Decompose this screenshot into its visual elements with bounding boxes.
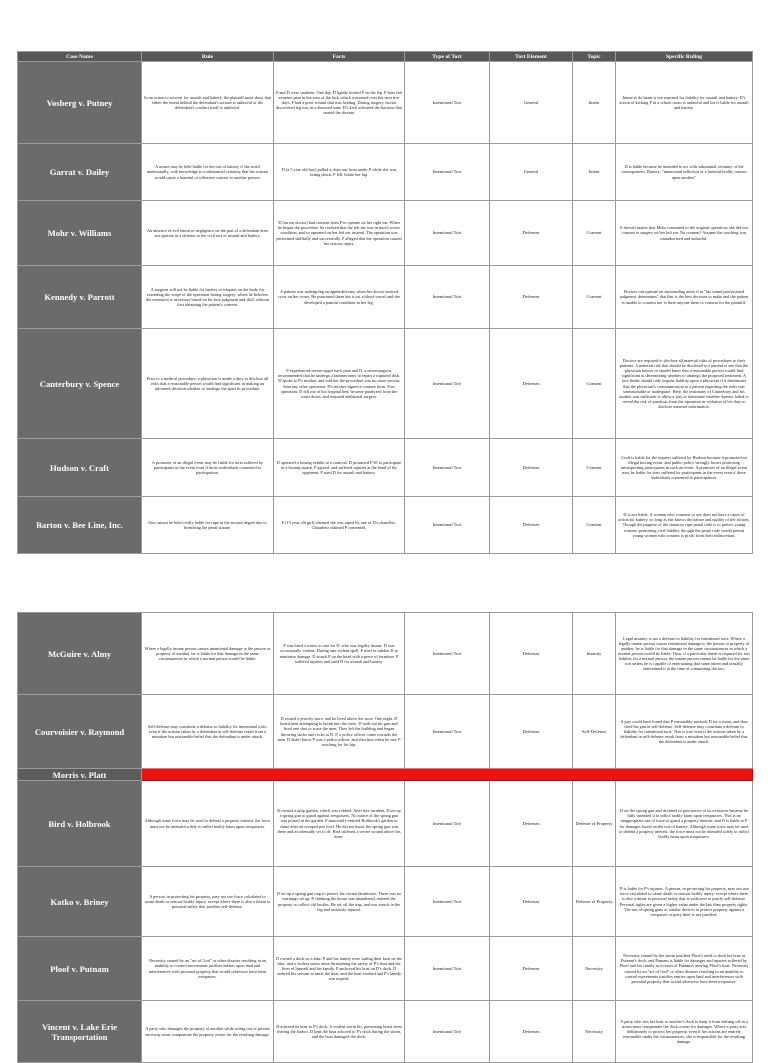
- header-type-of-tort: Type of Tort: [405, 52, 490, 62]
- topic-cell: Consent: [573, 439, 616, 497]
- type-cell: Intentional Tort: [405, 201, 490, 266]
- topic-cell: Self-Defense: [573, 695, 616, 769]
- case-name: Canterbury v. Spence: [18, 329, 142, 439]
- facts-cell: P experienced severe upper back pain and D, a neurosurgeon, recommended that he undergo a laminectomy to repair a ruptured disk. D spoke to P's mother, and told her the procedure was no more serious than any other operation. D's mother signed a consent form. Post operation, D fell out of his hospital bed, became paralyzed from the waist down, and required additional surgery.: [274, 329, 405, 439]
- rule-cell: Prior to a medical procedure, a physician is under a duty to disclose all risks that a reasonable person would find significant in making an informed decision whether to undergo the specific procedure.: [142, 329, 274, 439]
- rule-cell: One cannot be held civilly liable for rape in the second degree due to breaching the penal statute.: [142, 497, 274, 554]
- table-row: [18, 867, 753, 937]
- element-cell: Defenses: [490, 1001, 573, 1063]
- type-cell: Intentional Tort: [405, 62, 490, 144]
- header-topic: Topic: [573, 52, 616, 62]
- case-name: Katko v. Briney: [18, 867, 142, 937]
- type-cell: Intentional Tort: [405, 613, 490, 695]
- element-cell: Defenses: [490, 781, 573, 867]
- header-case-name: Case Name: [18, 52, 142, 62]
- type-cell: Intentional Tort: [405, 937, 490, 1001]
- topic-cell: Consent: [573, 329, 616, 439]
- element-cell: Defenses: [490, 329, 573, 439]
- case-name: Vincent v. Lake Erie Transportation: [18, 1001, 142, 1063]
- case-name: Courvoisier v. Raymond: [18, 695, 142, 769]
- ruling-cell: D is liable because he intended to act with substantial certainty of the consequences. Battery: "intentional infliction of a harmful bodily contact upon another": [616, 144, 753, 201]
- topic-cell: Necessity: [573, 937, 616, 1001]
- facts-cell: P (15 year old girl) claimed she was raped by one of D's chauffers. Chauffeur claimed P consented.: [274, 497, 405, 554]
- rule-cell: A party who damages the property of another while acting out of private necessity must compensate the property owner for the resulting damage.: [142, 1001, 274, 1063]
- type-cell: Intentional Tort: [405, 144, 490, 201]
- case-name: Ploof v. Putnam: [18, 937, 142, 1001]
- header-rule: Rule: [142, 52, 274, 62]
- case-name: Garrat v. Dailey: [18, 144, 142, 201]
- rule-cell: Where a legally insane person causes intentional damage to the person or property of another, he is liable for that damage in the same circumstances in which a normal person would be liable.: [142, 613, 274, 695]
- header-tort-element: Tort Element: [490, 52, 573, 62]
- rule-cell: Although some force may be used to defend a property interest, the force must not be intended solely to inflict bodily harm upon trespassers.: [142, 781, 274, 867]
- type-cell: Intentional Tort: [405, 867, 490, 937]
- header-specific-ruling: Specific Ruling: [616, 52, 753, 62]
- table-row: [18, 613, 753, 695]
- case-brief-table-2: [17, 612, 753, 1063]
- ruling-cell: Doctors are required to disclose all material risks of procedures to their patients. A material risk that should be disclosed to a patient is one that the physician knows or should know that a reasonable person would find significant in determining whether to undergo the proposed treatment. A fact-finder should only impose liability upon a physician if it determines that the physician's communication to a patient regarding the risks was unreasonable or inadequate. Here, the testimony of Canterbury and his mother was sufficient to allow a jury to determine whether Spence failed to reveal the risk of paralysis from the operation in violation of his duty to disclose material information.: [616, 329, 753, 439]
- facts-cell: P and D were students. One day, D lightly kicked P on the leg. P later felt extreme pain in the area of the kick which worsened over the next few days. P had a prior wound that was healing. During surgery, doctor discovered leg was in a diseased state. D's kick activated the bacteria that caused the disease.: [274, 62, 405, 144]
- type-cell: Intentional Tort: [405, 439, 490, 497]
- topic-cell: Consent: [573, 266, 616, 329]
- element-cell: General: [490, 144, 573, 201]
- table-row: [18, 781, 753, 867]
- table-row: [18, 329, 753, 439]
- rule-cell: In an action to recover for assault and battery, the plaintiff must show that either the intent behind the defendant's actions is unlawful or the defendant's conduct itself is unlawful.: [142, 62, 274, 144]
- element-cell: Defenses: [490, 937, 573, 1001]
- ruling-cell: Doctors can operate on surrounding areas if in "his sound professional judgment, determines" that that is the best decision to make and the patient is unable to consent nor is there anyone there to consent for the plaintiff.: [616, 266, 753, 329]
- rule-cell: A person, in protecting his property, may not use force calculated to cause death or serious bodily injury, except where there is also a threat to personal safety that justifies self-defense.: [142, 867, 274, 937]
- rule-cell: Self-defense may constitute a defense to liability for intentional torts, even if the actions taken by a defendant in self-defense result from a mistaken but reasonable belief that the defendant is under attack.: [142, 695, 274, 769]
- facts-cell: P was hired a nurse to care for D, who was legally insane. D was occasionally violent. During one violent spell, P tried to subdue D to minimize damage. D struck P on the head with a piece of furniture. P suffered injuries and sued D for assault and battery.: [274, 613, 405, 695]
- rule-cell: A promoter of an illegal event may be liable for torts suffered by participants in the event even if those individuals consented to participation.: [142, 439, 274, 497]
- table-row: [18, 62, 753, 144]
- topic-cell: Consent: [573, 497, 616, 554]
- highlight-bar: [142, 769, 753, 781]
- table-row: [18, 266, 753, 329]
- case-brief-table-1: [17, 51, 753, 554]
- header-facts: Facts: [274, 52, 405, 62]
- type-cell: Intentional Tort: [405, 695, 490, 769]
- case-name: Kennedy v. Parrott: [18, 266, 142, 329]
- ruling-cell: Necessity caused by the storm justified Ploof's need to dock his boat at Putnam's dock, and Putnam is liable for damages and injuries suffered by Ploof and his family as a result of Putnam's untying Ploof's boat. Necessity caused by an "act of God" or other disaster resulting in an inability to control movements justifies entries upon land and interferences with personal property that would otherwise have been trespasses.: [616, 937, 753, 1001]
- facts-cell: D owned a jewelry store, and he lived above the store. One night, D heard men attempting to break into the store. D took out his gun and fired one shot to scare the men. They left the building and began throwing sticks and rocks at D. P, a police officer, came towards the man. D didn't know P was a police officer, and shot him when he saw P reaching for his hip.: [274, 695, 405, 769]
- case-name: Barton v. Bee Line, Inc.: [18, 497, 142, 554]
- topic-cell: Insanity: [573, 613, 616, 695]
- case-name: Hudson v. Craft: [18, 439, 142, 497]
- facts-cell: D set up a spring gun trap to protect his vacant farmhouse. There was no warnings set up. P, thinking the house was abandoned, entered the property to collect old bottles. He set off the trap, and was struck in the leg and seriously injured.: [274, 867, 405, 937]
- facts-cell: D (a 5 year old boy) pulled a chair out from under P while she was sitting down. P fell, broke her hip.: [274, 144, 405, 201]
- case-name: Mohr v. Williams: [18, 201, 142, 266]
- facts-cell: D achored its boat to P's dock. A violent storm hit, preventing boats from leaving the harbor. D kept the boat achored to P's dock during the storm, and the boat damaged the dock.: [274, 1001, 405, 1063]
- facts-cell: D owned a dock on a lake. P and his family were sailing their boat on the lake, and a violent storm arose threatening the safety of P's boat and the lives of himself and his family. P anchored his boat on D's dock. D ordered his servant to untie the boat, and the boat crashed and P's family was injured.: [274, 937, 405, 1001]
- case-name: Bird v. Holbrook: [18, 781, 142, 867]
- ruling-cell: It doesn't matter that Mohr consented to the original operation; she did not consent to surgery on her left ear. No consent? Assume the touching was unauthorized and unlawful.: [616, 201, 753, 266]
- topic-cell: Necessity: [573, 1001, 616, 1063]
- type-cell: Intentional Tort: [405, 266, 490, 329]
- table-row: [18, 144, 753, 201]
- case-name: Morris v. Platt: [18, 769, 142, 781]
- rule-cell: A surgeon will not be liable for battery or trespass on the body for extending the scope of the operation during surgery, where he believes the extension is necessary based on his best judgment and skill, without first obtaining the patient's consent.: [142, 266, 274, 329]
- element-cell: Defenses: [490, 613, 573, 695]
- table-row: [18, 1001, 753, 1063]
- table-row: [18, 497, 753, 554]
- ruling-cell: Legal insanity is not a defense to liability for intentional torts. Where a legally insane person causes intentional damage to the person or property of another, he is liable for that damage in the same circumstances in which a normal person would be liable. Thus, if a particular intent is required for tort liability for a normal person, the insane person cannot be liable for the same tort unless he is capable of entertaining that same intent and actually entertained it at the time of committing the tort.: [616, 613, 753, 695]
- element-cell: Defenses: [490, 439, 573, 497]
- ruling-cell: A jury could have found that P reasonably mistook D for a rioter, and thus fired his gun in self-defense. Self-defense may constitute a defense to liability for intentional torts. This is true even if the actions taken by a defendant in self-defense result from a mistaken but reasonable belief that the defendant is under attack.: [616, 695, 753, 769]
- element-cell: Defenses: [490, 497, 573, 554]
- topic-cell: Consent: [573, 201, 616, 266]
- ruling-cell: D is liable for P's injuries. A person, in protecting his property, may not use force calculated to cause death or serious bodily injury, except where there is also a threat to personal safety that is sufficient to justify self-defense. Personal rights are given a higher value under the law than property rights. The use of spring guns or similar devices to protect property against a trespasser or petty thief is not justified.: [616, 867, 753, 937]
- type-cell: Intentional Tort: [405, 781, 490, 867]
- topic-cell: Intent: [573, 62, 616, 144]
- type-cell: Intentional Tort: [405, 329, 490, 439]
- topic-cell: Defense of Property: [573, 867, 616, 937]
- rule-cell: An absence of evil intent or negligence on the part of a defendant does not operate as a defense to the civil tort of assault and battery.: [142, 201, 274, 266]
- facts-cell: D (an ear doctor) had consent from P to operate on her right ear. When he began the procedure, he realized that the left ear was in much worse condition, and so operated on her left ear instead. The operation was performed skillfully and successfully. P alleged that the operation caused her serious injury.: [274, 201, 405, 266]
- element-cell: Defenses: [490, 201, 573, 266]
- table-row-highlighted: [18, 769, 753, 781]
- table-row: [18, 695, 753, 769]
- ruling-cell: D is not liable. A woman who consents to sex does not have a cause of action for battery, so long as she knows the nature and quality of her actions. Though the purpose of the statutory rape penal code is to protect young women, permitting civil liability through the penal code would permit young women who consent to profit from their indiscretion.: [616, 497, 753, 554]
- table-row: [18, 201, 753, 266]
- facts-cell: D owned a tulip garden, which was robbed. After this incident, D set up a spring gun to guard against trespassers. No notice of the spring gun was posted in the garden. P innocently entered Holbrook's garden to chase after an escaped pea fowl. He did not know the spring gun was there and accidentally set it off. Bird suffered a severe wound above his knee.: [274, 781, 405, 867]
- topic-cell: Defense of Property: [573, 781, 616, 867]
- topic-cell: Intent: [573, 144, 616, 201]
- table-row: [18, 937, 753, 1001]
- table-row: [18, 439, 753, 497]
- ruling-cell: Intent to do harm is not required for liability for assault and battery. D's action of kicking P in a school room is unlawful and his is liable for assault and battery.: [616, 62, 753, 144]
- case-name: McGuire v. Almy: [18, 613, 142, 695]
- ruling-cell: D set the spring gun and declined to post notice of its existence because he fully intended it to inflict bodily harm upon trespassers. This is an inappropriate use of force to guard a property interest, and D is liable to P for damages based on the tort of battery. Although some force may be used to defend a property interest, the force must not be intended solely to inflict bodily harm upon trespassers.: [616, 781, 753, 867]
- rule-cell: Necessity caused by an "act of God" or other disaster resulting in an inability to control movements justifies entries upon land and interferences with personal property that would otherwise have been trespasses.: [142, 937, 274, 1001]
- element-cell: Defenses: [490, 867, 573, 937]
- ruling-cell: A party who ties her boat to another's dock to keep it from drifting off in a storm must compensate the dock owner for damages. Where a party acts deliberately to protect her property, even if her actions are entirely reasonable under the circumstances, she is responsible for the resulting damage.: [616, 1001, 753, 1063]
- table-header-row: [18, 52, 753, 62]
- type-cell: Intentional Tort: [405, 497, 490, 554]
- rule-cell: A minor may be held liable for the tort of battery if she acted intentionally, with knowledge to a substantial certainty that her actions would cause a harmful or offensive contact to another person.: [142, 144, 274, 201]
- element-cell: Defenses: [490, 695, 573, 769]
- facts-cell: A patient was undergoing an appendectomy when her doctor noticed cysts on her ovary. He punctured them but it cut a blood vessel and she developed a painful condition in her leg.: [274, 266, 405, 329]
- facts-cell: D operated a boxing exhibit at a carnival. D promised P $5 to participate in a boxing match. P agreed, and suffered injuries at the hand of his opponent. P sued D for assault and battery.: [274, 439, 405, 497]
- element-cell: General: [490, 62, 573, 144]
- ruling-cell: Craft is liable for the injuries suffered by Hudson because it promoted an illegal boxing event, and public policy strongly favors protecting unsuspecting participants in such an event. A promoter of an illegal event may be liable for torts suffered by participants in the event even if those individuals consented to participation.: [616, 439, 753, 497]
- element-cell: Defenses: [490, 266, 573, 329]
- type-cell: Intentional Tort: [405, 1001, 490, 1063]
- case-name: Vosberg v. Putney: [18, 62, 142, 144]
